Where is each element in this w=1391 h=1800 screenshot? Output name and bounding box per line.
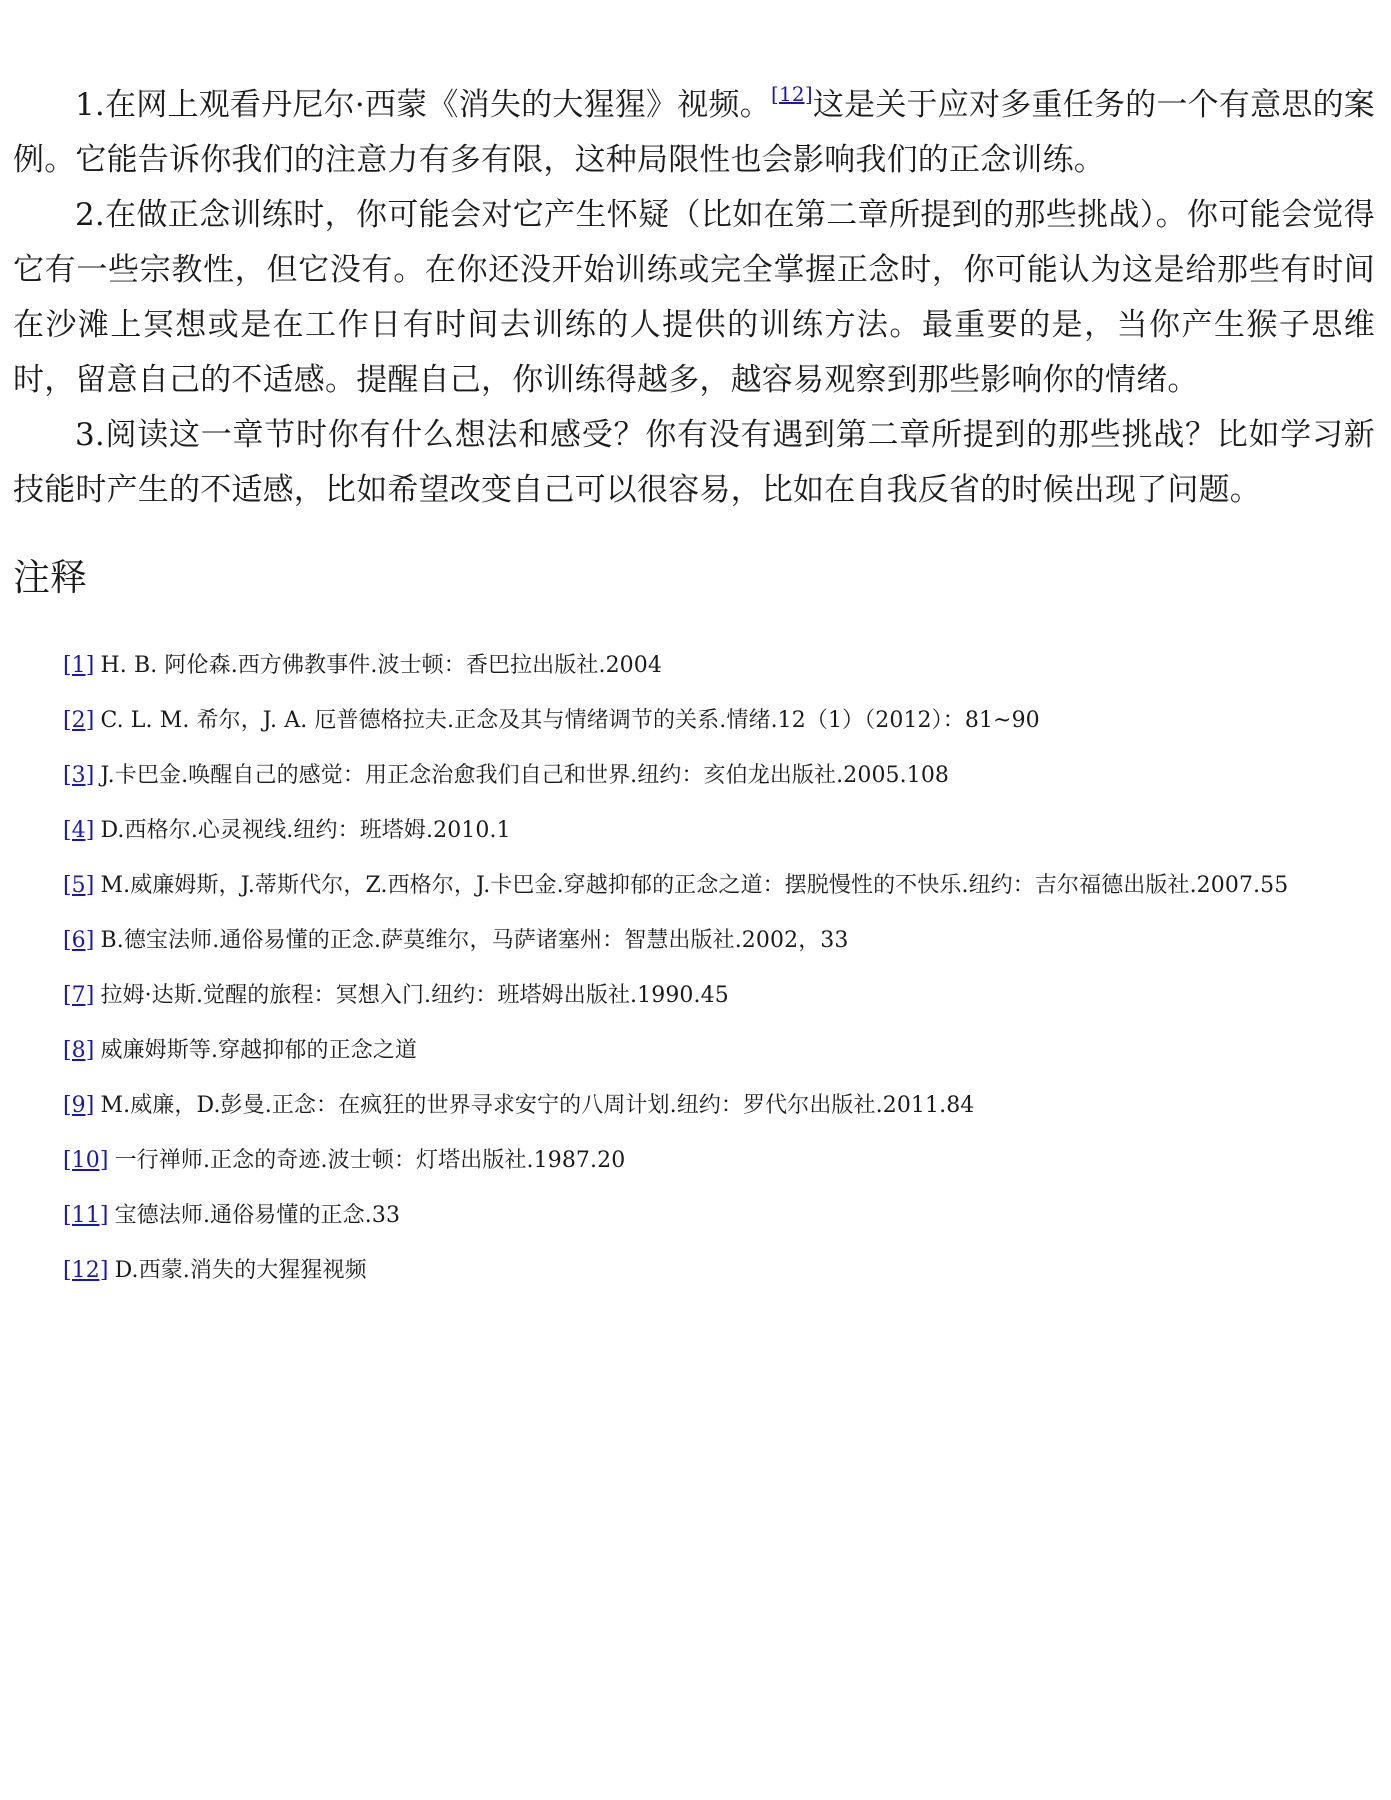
note-item: [13, 1243, 1375, 1298]
note-text: D.西格尔.心灵视线.纽约：班塔姆.2010.1: [100, 818, 511, 843]
note-ref-link[interactable]: [9]: [63, 1093, 95, 1118]
note-text: M.威廉，D.彭曼.正念：在疯狂的世界寻求安宁的八周计划.纽约：罗代尔出版社.2011.84: [100, 1093, 975, 1118]
note-item: [13, 638, 1375, 693]
note-item: [13, 858, 1375, 913]
note-text: 拉姆·达斯.觉醒的旅程：冥想入门.纽约：班塔姆出版社.1990.45: [100, 983, 729, 1008]
note-item: [13, 693, 1375, 748]
note-ref-link[interactable]: [2]: [63, 708, 95, 733]
note-item: [13, 1188, 1375, 1243]
note-text: J.卡巴金.唤醒自己的感觉：用正念治愈我们自己和世界.纽约：亥伯龙出版社.2005.108: [100, 763, 950, 788]
note-text: 一行禅师.正念的奇迹.波士顿：灯塔出版社.1987.20: [114, 1148, 626, 1173]
note-item: [13, 968, 1375, 1023]
note-item: [13, 1023, 1375, 1078]
note-ref-link[interactable]: [10]: [63, 1148, 109, 1173]
note-ref-link[interactable]: [8]: [63, 1038, 95, 1063]
note-text: 威廉姆斯等.穿越抑郁的正念之道: [100, 1038, 417, 1063]
note-ref-link[interactable]: [4]: [63, 818, 95, 843]
note-ref-link[interactable]: [1]: [63, 653, 95, 678]
note-item: [13, 1133, 1375, 1188]
note-text: 宝德法师.通俗易懂的正念.33: [114, 1203, 401, 1228]
note-ref-link[interactable]: [7]: [63, 983, 95, 1008]
note-text: D.西蒙.消失的大猩猩视频: [114, 1258, 367, 1283]
paragraph-1-text-end: 这是关于应对多重任务的一个有意思的案例。它能告诉你我们的注意力有多有限，这种局限性也会影响我们的正念训练。: [13, 87, 1375, 178]
note-text: B.德宝法师.通俗易懂的正念.萨莫维尔，马萨诸塞州：智慧出版社.2002，33: [100, 928, 849, 953]
note-text: C. L. M. 希尔，J. A. 厄普德格拉夫.正念及其与情绪调节的关系.情绪.12（1）（2012）：81~90: [100, 708, 1040, 733]
body-paragraph-3: 3.阅读这一章节时你有什么想法和感受？你有没有遇到第二章所提到的那些挑战？比如学习新技能时产生的不适感，比如希望改变自己可以很容易，比如在自我反省的时候出现了问题。: [13, 417, 1375, 508]
note-ref-link[interactable]: [5]: [63, 873, 95, 898]
paragraph-1-text-start: 1.在网上观看丹尼尔·西蒙《消失的大猩猩》视频。: [75, 87, 771, 123]
body-paragraph-2: 2.在做正念训练时，你可能会对它产生怀疑（比如在第二章所提到的那些挑战）。你可能会觉得它有一些宗教性，但它没有。在你还没开始训练或完全掌握正念时，你可能认为这是给那些有时间在沙滩上冥想或是在工作日有时间去训练的人提供的训练方法。最重要的是，当你产生猴子思维时，留意自己的不适感。提醒自己，你训练得越多，越容易观察到那些影响你的情绪。: [13, 197, 1375, 398]
note-ref-link[interactable]: [6]: [63, 928, 95, 953]
note-item: [13, 748, 1375, 803]
notes-heading: 注释: [13, 556, 87, 599]
note-item: [13, 803, 1375, 858]
note-ref-link[interactable]: [12]: [63, 1258, 109, 1283]
note-text: H. B. 阿伦森.西方佛教事件.波士顿：香巴拉出版社.2004: [100, 653, 662, 678]
note-item: [13, 913, 1375, 968]
note-text: M.威廉姆斯，J.蒂斯代尔，Z.西格尔，J.卡巴金.穿越抑郁的正念之道：摆脱慢性的不快乐.纽约：吉尔福德出版社.2007.55: [100, 873, 1289, 898]
body-paragraph-1: [13, 78, 1375, 188]
note-ref-link[interactable]: [11]: [63, 1203, 109, 1228]
note-ref-link[interactable]: [3]: [63, 763, 95, 788]
notes-list: [13, 638, 1375, 1298]
footnote-ref-12[interactable]: [12]: [770, 82, 813, 106]
document-page: [13, 78, 1375, 1298]
note-item: [13, 1078, 1375, 1133]
